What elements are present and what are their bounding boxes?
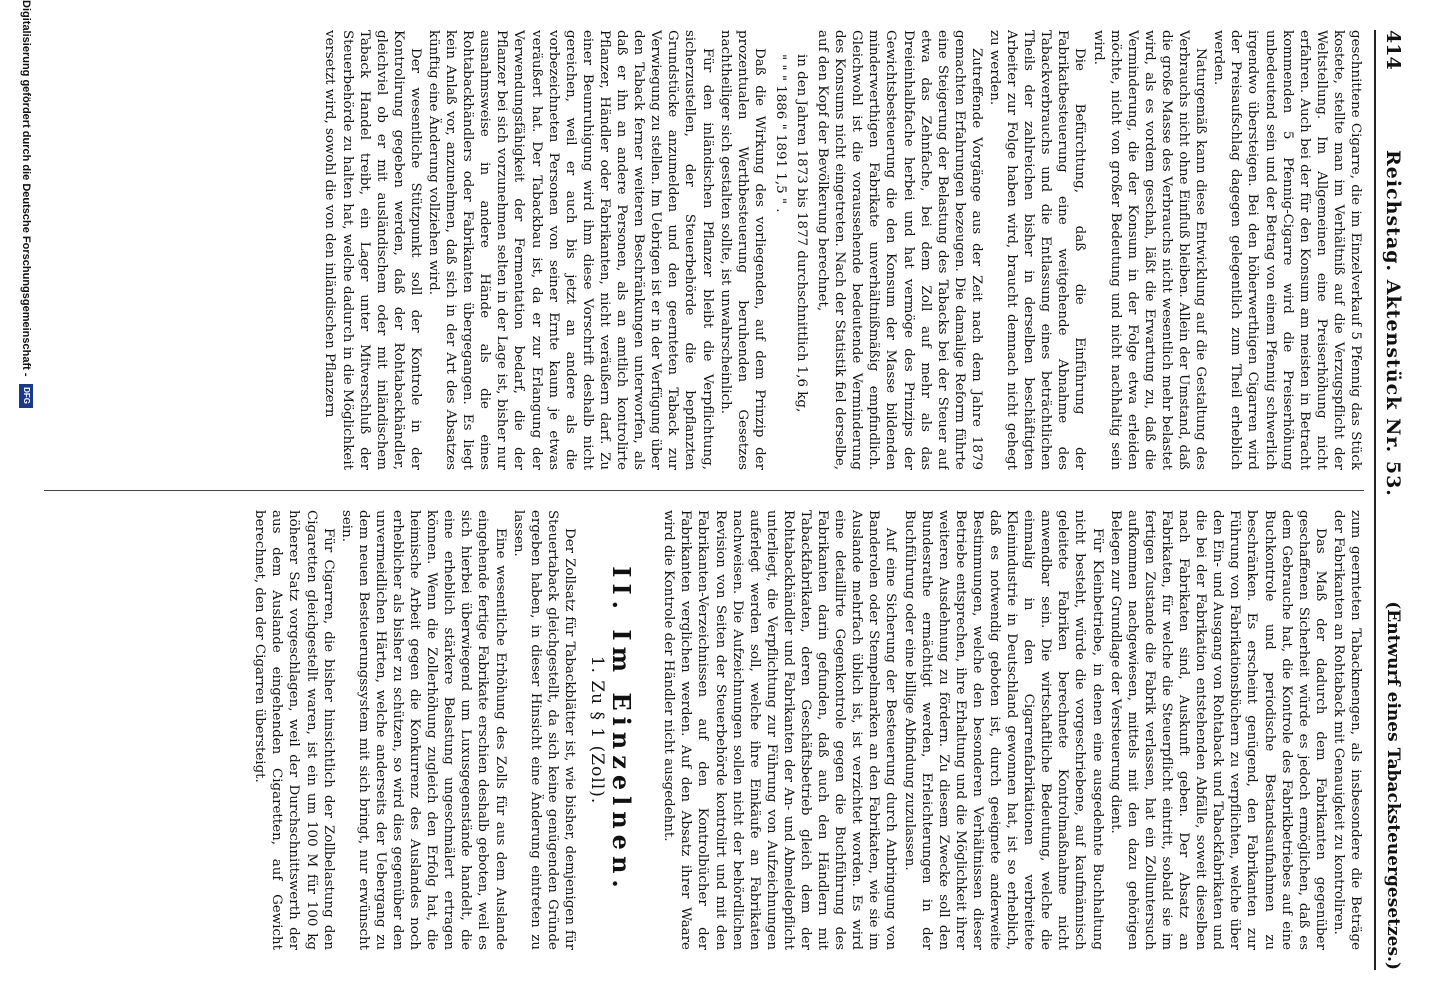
- running-title-left: Reichstag. Aktenstück Nr. 53.: [1382, 150, 1404, 497]
- paragraph: Der wesentliche Stützpunkt soll der Kontrole in der Kontrolirung gegeben werden, daß der Rohtabackhändler, gleichviel ob er mit ausländischem oder mit inländischem Taback Handel treibt, ein Lager unter Mitverschluß der Steuerbehörde zu halten hat, welche dadurch in die Möglichkeit versetzt wird, sowohl die von den inländischen Pflanzern: [322, 30, 423, 470]
- statistic-label: in den Jahren 1873 bis 1877 durchschnittlich: [794, 54, 809, 362]
- paragraph: Für Cigarren, die bisher hinsichtlich der Zollbelastung den Cigaretten gleichgestellt waren, ist ein um 100 M für 100 kg höherer Satz vorgeschlagen, weil der Durchschnittswerth der aus dem Auslande eingehenden Cigaretten, auf Gewicht berechnet, den der Cigarren übersteigt.: [252, 510, 336, 950]
- scanned-page: [16, 0, 1416, 1000]
- running-title-right: (Entwurf eines Tabacksteuergesetzes.): [1383, 601, 1403, 970]
- section-title: II. Im Einzelnen.: [607, 566, 637, 894]
- paragraph: geschnittene Cigarre, die im Einzelverkauf 5 Pfennig das Stück kostete, stellte man im Verhältniß auf die Verzugspflicht der Weltstellung. Im Allgemeinen eine Preiserhöhung nicht erfahren. Auch bei der für den Konsum am meisten in Betracht kommenden 5 Pfennig-Cigarre wird die Preiserhöhung unbedeutend sein und der Betrag von einem Pfennig schwerlich irgendwo übersteigen. Bei den höherwerthigen Cigarren wird der Preisaufschlag dagegen gelegentlich zum Theil erheblich werden.: [1211, 30, 1363, 470]
- digitization-note: Digitalisierung gefördert durch die Deutsche Forschungsgemeinschaft -: [20, 0, 32, 377]
- paragraph: Die Befürchtung, daß die Einführung der Fabrikatbesteuerung eine weitgehende Abnahme des Tabackverbrauchs und die Entlassung eines beträchtlichen Theils der zahlreichen bisher in derselben beschäftigten Arbeiter zur Folge haben wird, braucht demnach nicht gehegt zu werden.: [987, 30, 1088, 470]
- paragraph: Naturgemäß kann diese Entwicklung auf die Gestaltung des Verbrauchs nicht ohne Einfluß bleiben. Allein der Umstand, daß die große Masse des Verbrauchs nicht wesentlich mehr belastet wird, als es vordem geschah, läßt die Erwartung zu, daß die Verminderung, die der Konsum in der Folge etwa erleiden möchte, nicht von großer Bedeutung und nicht nachhaltig sein wird.: [1090, 30, 1209, 470]
- paragraph: Eine wesentliche Erhöhung des Zolls für aus dem Auslande eingehende fertige Fabrikate erschien deshalb geboten, weil es sich hierbei überwiegend um Luxusgegenstände handelt, die eine erheblich stärkere Belastung ungeschmälert ertragen können. Wenn die Zollerhöhung zugleich den Erfolg hat, die heimische Arbeit gegen die Konkurrenz des Auslandes noch erheblicher als bisher zu schützen, so wird dies gegenüber den unvermeidlichen Härten, welche anderseits der Uebergang zu dem neuen Besteuerungssystem mit sich bringt, nur erwünscht sein.: [338, 510, 508, 950]
- statistic-line: [772, 54, 789, 470]
- paragraph: Daß die Wirkung des vorliegenden, auf dem Prinzip der prozentualen Werthbesteuerung beruhenden Gesetzes nachtheiliger sich gestalten sollte, ist unwahrscheinlich.: [717, 30, 767, 470]
- digitization-footer: [18, 0, 34, 1000]
- statistic-value: 1,5 " .: [772, 172, 788, 213]
- paragraph: Für Kleinbetriebe, in denen eine ausgedehnte Buchhaltung nicht besteht, würde die vorgeschriebene, auf kaufmännisch geleitete Fabriken berechnete Kontrolmaßnahme nicht anwendbar sein. Die wirtschaftliche Bedeutung, welche die einmalig in den Cigarrenfabrikationen verbreitete Kleinindustrie in Deutschland gewonnen hat, ist so erheblich, daß es notwendig geboten ist, durch geeignete anderweite Bestimmungen, welche den besonderen Verhältnissen dieser Betriebe entsprechen, ihre Erhaltung und die Möglichkeit ihrer weiteren Ausdehnung zu fördern. Zu diesem Zwecke soll den Bundesrathe ermächtigt werden, Erleichterungen in der Buchführung oder eine billige Abfindung zuzulassen.: [901, 510, 1105, 950]
- header-rule: [1374, 30, 1376, 970]
- left-column: [34, 30, 1364, 470]
- paragraph: Das Maß der dadurch dem Fabrikanten gegenüber geschaffenen Sicherheit würde es jedoch ermöglichen, daß es dem Gebrauche hat, die Kontrole des Fabrikbetriebes auf eine Buchkontrole und periodische Bestandsaufnahmen zu beschränken. Es erscheint genügend, den Fabrikanten zur Führung von Fabrikationsbüchern zu verpflichten, welche über den Ein- und Ausgang von Rohtaback und Tabackfabrikaten und die bei der Fabrikation entstehenden Abfälle, soweit dieselben nach Fabrikaten sind, Auskunft geben. Der Absatz an Fabrikaten, für welche die Steuerpflicht eintritt, sobald sie im fertigen Zustande die Fabrik verlassen, hat ein Zolluntersuch aufkommen nachgewiesen, mittels mit den dazu gehörigen Belegen zur Grundlage der Versteuerung dient.: [1107, 510, 1328, 950]
- subsection-title: 1. Zu § 1 (Zoll).: [587, 655, 608, 805]
- paragraph: Zutreffende Vorgänge aus der Zeit nach dem Jahre 1879 gemachten Erfahrungen bezeugen. Die damalige Reform führte eine Steigerung der Belastung des Tabacks bei der Steuer auf etwa das Zehnfache, bei dem Zoll auf mehr als das Dreieinhalbfache herbei und hat vermöge des Prinzips der Gewichtsbesteuerung die den Konsum der Masse bildenden minderwerthigen Fabrikate unverhältnißmäßig empfindlich. Gleichwohl ist die voraussehende bedeutende Verminderung des Konsums nicht eingetreten. Nach der Statistik fiel derselbe, auf den Kopf der Bevölkerung berechnet,: [815, 30, 984, 470]
- paragraph: Für den inländischen Pflanzer bleibt die Verpflichtung, sicherzustellen, der Steuerbehörde die bepflanzten Grundstücke anzumelden und den geernteten Taback zur Verwiegung zu stellen. Im Uebrigen ist er in der Verfügung über den Taback ferner weiteren Beschränkungen unterworfen, als daß er ihn an andere Personen, als an amtlich kontrolirte Pflanzer, Händler oder Fabrikanten, nicht veräußern darf. Zu einer Beunruhigung wird ihm diese Vorschrift deshalb nicht gereichen, weil er auch bis jetzt an andere als die vorbezeichneten Personen von seiner Ernte kaum je etwas veräußert hat. Der Tabackbau ist, da er zur Erlangung der Verwendungsfähigkeit der Fermentation bedarf, die der Pflanzer bei sich vorzunehmen selten in der Lage ist, bisher nur ausnahmsweise in andere Hände als die eines Rohtabackhändlers oder Fabrikanten übergegangen. Es liegt kein Anlaß vor, anzunehmen, daß sich in der Art des Absatzes künftig eine Änderung vollziehen wird.: [426, 30, 715, 470]
- dfg-logo-icon: DFG: [19, 384, 33, 408]
- column-divider: [44, 490, 1364, 491]
- paragraph: zum geernteten Tabackmengen, als insbesondere die Beträge der Fabrikanten an Rohtaback mit Genauigkeit zu kontroliren.: [1330, 510, 1363, 950]
- running-head: [1378, 30, 1408, 970]
- statistic-value: 1,6 kg,: [794, 365, 809, 413]
- paragraph: Der Zollsatz für Tabackblätter ist, wie bisher, demjenigen für Steuertaback gleichgestellt, da sich keine genügenden Gründe ergeben haben, in dieser Hinsicht eine Änderung eintreten zu lassen.: [510, 510, 577, 950]
- paragraph: Auf eine Sicherung der Besteuerung durch Anbringung von Banderolen oder Stempelmarken an den Fabrikaten, wie sie im Auslande mehrfach üblich ist, ist verzichtet worden. Es wird eine detaillirte Gegenkontrole gegen die Buchführung des Fabrikanten darin gefunden, daß auch den Händlern mit Tabackfabrikaten, deren Geschäftsbetrieb gleich dem der Rohtabackhändler und Fabrikanten der An- und Abmeldepflicht unterliegt, die Verpflichtung zur Führung von Aufzeichnungen auferlegt werden soll, welche ihre Einkäufe an Fabrikaten nachweisen. Die Aufzeichnungen sollen nicht der behördlichen Revision von Seiten der Steuerbehörde kontrolirt und mit den Fabrikanten-Verzeichnissen auf den Kontrolbücher der Fabrikanten verglichen werden. Auf den Absatz ihrer Waare wird die Kontrole der Händler nicht ausgedehnt.: [661, 510, 899, 950]
- statistic-line: [793, 54, 810, 470]
- right-column: [34, 510, 1364, 950]
- statistic-label: " " " 1886 " 1891: [772, 54, 788, 169]
- page-number: 414: [1382, 30, 1404, 70]
